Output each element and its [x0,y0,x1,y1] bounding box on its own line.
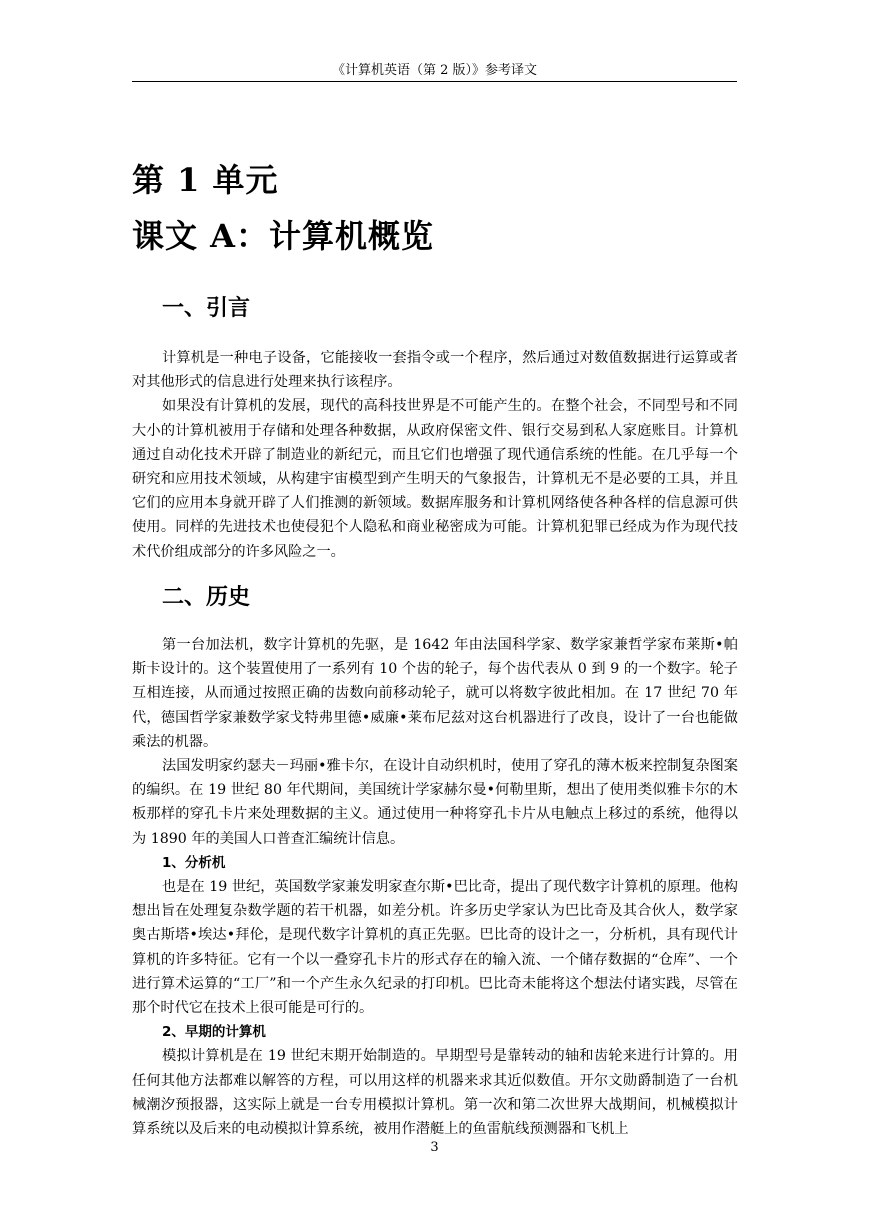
unit-title: 第 1 单元 [132,161,279,199]
section-heading-introduction: 一、引言 [162,296,251,321]
paragraph: 法国发明家约瑟夫－玛丽•雅卡尔，在设计自动织机时，使用了穿孔的薄木板来控制复杂图案的编织。在 19 世纪 80 年代期间，美国统计学家赫尔曼•何勒里斯，想出了使用类似雅卡尔的木板那样的穿孔卡片来处理数据的主义。通过使用一种将穿孔卡片从电触点上移过的系统，他得以为 1890 年的美国人口普查汇编统计信息。 [132,758,738,847]
paragraph: 也是在 19 世纪，英国数学家兼发明家查尔斯•巴比奇，提出了现代数字计算机的原理。他构想出旨在处理复杂数学题的若干机器，如差分机。许多历史学家认为巴比奇及其合伙人，数学家奥古斯塔•埃达•拜伦，是现代数字计算机的真正先驱。巴比奇的设计之一，分析机，具有现代计算机的许多特征。它有一个以一叠穿孔卡片的形式存在的输入流、一个储存数据的“仓库”、一个进行算术运算的“工厂”和一个产生永久纪录的打印机。巴比奇未能将这个想法付诸实践，尽管在那个时代它在技术上很可能是可行的。 [132,879,738,1017]
page-number: 3 [430,1140,439,1155]
section-heading-history: 二、历史 [162,585,251,610]
paragraph: 模拟计算机是在 19 世纪末期开始制造的。早期型号是靠转动的轴和齿轮来进行计算的。用任何其他方法都难以解答的方程，可以用这样的机器来求其近似数值。开尔文勋爵制造了一台机械潮汐预报器，这实际上就是一台专用模拟计算机。第一次和第二次世界大战期间，机械模拟计算系统以及后来的电动模拟计算系统，被用作潜艇上的鱼雷航线预测器和飞机上 [132,1048,738,1138]
running-header: 《计算机英语（第 2 版）》参考译文 [331,63,538,78]
section-history-body [132,633,738,1141]
header-rule [132,81,737,82]
section-introduction-body [132,346,738,564]
paragraph: 计算机是一种电子设备，它能接收一套指令或一个程序，然后通过对数值数据进行运算或者对其他形式的信息进行处理来执行该程序。 [132,350,738,391]
paragraph: 第一台加法机，数字计算机的先驱，是 1642 年由法国科学家、数学家兼哲学家布莱斯•帕斯卡设计的。这个装置使用了一系列有 10 个齿的轮子，每个齿代表从 0 到 9 的一个数字。轮子互相连接，从而通过按照正确的齿数向前移动轮子，就可以将数字彼此相加。在 17 世纪 70 年代，德国哲学家兼数学家戈特弗里德•威廉•莱布尼兹对这台机器进行了改良，设计了一台也能做乘法的机器。 [132,637,738,750]
subheading-analytical-engine: 1、分析机 [162,854,226,871]
paragraph: 如果没有计算机的发展，现代的高科技世界是不可能产生的。在整个社会，不同型号和不同大小的计算机被用于存储和处理各种数据，从政府保密文件、银行交易到私人家庭账目。计算机通过自动化技术开辟了制造业的新纪元，而且它们也增强了现代通信系统的性能。在几乎每一个研究和应用技术领域，从构建宇宙模型到产生明天的气象报告，计算机无不是必要的工具，并且它们的应用本身就开辟了人们推测的新领域。数据库服务和计算机网络使各种各样的信息源可供使用。同样的先进技术也使侵犯个人隐私和商业秘密成为可能。计算机犯罪已经成为作为现代技术代价组成部分的许多风险之一。 [132,398,738,560]
subheading-early-computers: 2、早期的计算机 [162,1024,266,1041]
lesson-title: 课文 A：计算机概览 [132,217,434,255]
